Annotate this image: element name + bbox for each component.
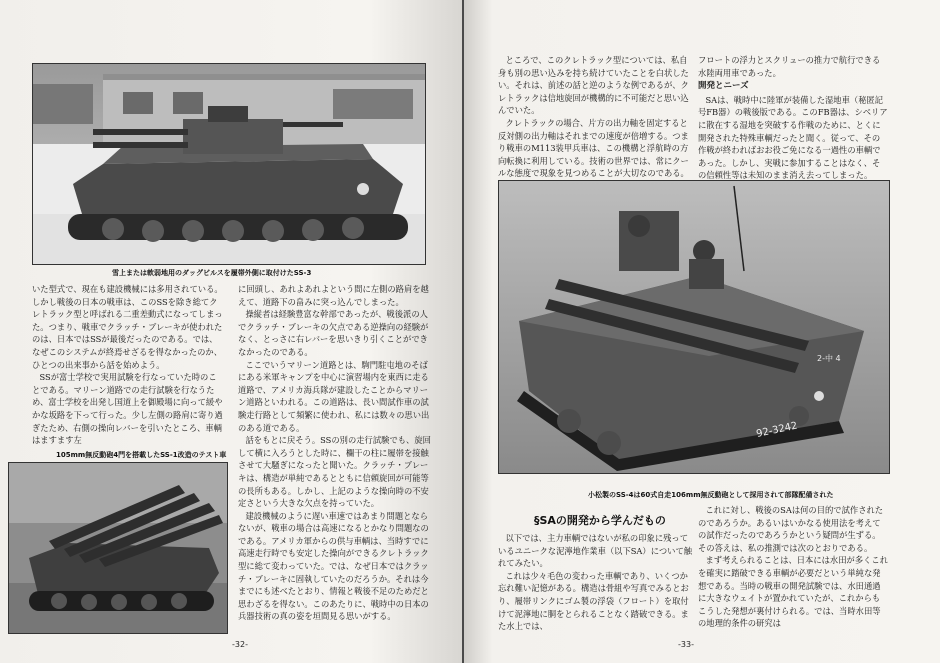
ss4-photo-caption: 小松製のSS-4は60式自走106mm無反動砲として採用されて部隊配備された <box>588 491 834 499</box>
paragraph: ここでいうマリーン道路とは、駒門駐屯地のそばにある米軍キャンプを中心に演習場内を東西に走る道路で、アメリカ海兵隊が建設したことからマリーン道路といわれる。この道路は、長い間試作車の試験走行路として頻繁に使われ、私には数々の思い出のある道である。 <box>238 359 430 433</box>
turret-marking: 2-中 4 <box>817 354 841 363</box>
subheading: 開発とニーズ <box>698 81 749 92</box>
section-heading: §SAの開発から学んだもの <box>534 514 666 527</box>
page-number-left: -32- <box>232 640 248 649</box>
paragraph: 話をもとに戻そう。SSの別の走行試験でも、旋回して横に入ろうとした時に、欄干の柱に履帯を接触させて大騒ぎになったと聞いた。クラッチ・ブレーキは、構造が単純であるとともに信頼旋回が可能等の長所もある。しかし、上記のような操向時の不安定さという大きな欠点を持っていた。 <box>238 435 431 509</box>
top-tank-photo <box>32 63 426 265</box>
right-top-column-2 <box>698 54 888 182</box>
right-top-column-1 <box>498 54 694 180</box>
paragraph: SSが富士学校で実用試験を行なっていた時のことである。マリーン道路での走行試験を行なうため、富士学校を出発し国道上を御殿場に向って緩やかな坂路を下って行った。少し左側の路肩に寄り過ぎたため、右側の操向レバーを引いたところ、車輌はますます左 <box>32 372 223 446</box>
left-column-2 <box>238 283 434 623</box>
left-page <box>0 0 462 663</box>
right-bottom-column-1 <box>498 532 694 633</box>
paragraph: に回頭し、あれよあれよという間に左側の路肩を越えて、道路下の畠みに突っ込んでしまった。 <box>238 284 429 307</box>
paragraph: これは少々毛色の変わった車輌であり、いくつか忘れ難い記憶がある。構造は骨組や写真でみるとおり、履帯リンクにゴム製の浮袋（フロート）を取付けて泥濘地に胴をとられることなく踏破できる。また水上では、 <box>498 570 689 632</box>
right-page <box>464 0 940 663</box>
top-photo-caption: 雪上または軟弱地用のダッグビルスを履帯外側に取付けたSS-3 <box>112 269 312 277</box>
right-bottom-column-2 <box>698 504 888 630</box>
paragraph: SAは、戦時中に陸軍が装備した湿地車（秘匿記号FB器）の戦後版である。このFB器は、シベリアに散在する湿地を突破する作戦のために、とくに開発された特殊車輌だったと聞く。従って、その作戦が終わればおお役ご免になる一過性の車輌であった。しかし、実戦に参加することはなく、その信頼性等は未知のまま消え去ってしまった。 <box>698 94 888 181</box>
paragraph: 以下では、主力車輌ではないが私の印象に残っているユニークな泥濘地作業車（以下SA）について触れてみたい。 <box>498 533 693 569</box>
page-number-right: -33- <box>678 640 694 649</box>
paragraph: まず考えられることは、日本には水田が多くこれを確実に踏破できる車輌が必要だという単純な発想である。当時の戦車の開発試験では、水田通過に大きなウェイトが置かれていたが、これからもこうした発想が裏付けられる。では、当時水田等の地理的条件の研究は <box>698 555 889 629</box>
ss4-tank-photo <box>498 180 890 474</box>
bottom-tank-photo <box>8 462 228 634</box>
paragraph: クレトラックの場合、片方の出力軸を固定すると反対側の出力軸はそれまでの速度が倍増する。つまり戦車のM113装甲兵車は、この機構と浮航時の方向転換に利用している。技術の世界では、常にクールな態度で現象を見つめることが大切なのである。 <box>498 117 689 179</box>
left-column-1 <box>32 283 224 447</box>
paragraph: ところで、このクレトラック型については、私自身も別の思い込みを持ち続けていたことを白状したい。それは、前述の話と逆のような例であるが、クレトラックは信地旋回が機構的に不可能だと思い込んでいた。 <box>498 55 689 116</box>
paragraph: フロートの浮力とスクリューの推力で航行できる水陸両用車であった。 <box>698 55 881 78</box>
paragraph: これに対し、戦後のSAは何の目的で試作されたのであろうか。あるいはいかなる使用法を考えての試作だったのであろうかという疑問が生ずる。その答えは、私の推測では次のとおりである。 <box>698 505 884 553</box>
bottom-photo-caption: 105mm無反動砲4門を搭載したSS-1改造のテスト車 <box>56 451 227 459</box>
paragraph: 建設機械のように遅い車速ではあまり問題とならないが、戦車の場合は高速になるとかなり問題なのである。アメリカ軍からの供与車輌は、当時すでに高速走行時でも安定した操向ができるクレトラック型に総て変わっていた。では、なぜ日本ではクラッチ・ブレーキに固執していたのだろうか。それは今までにも述べたとおり、情報と戦後不足のためだと思わざるを得ない。このあたりに、戦時中の日本の兵器技術の真の姿を垣間見る思いがする。 <box>238 510 429 622</box>
hull-marking: 92-3242 <box>755 420 799 440</box>
paragraph: 操縦者は経験豊富な幹部であったが、戦後派の人でクラッチ・ブレーキの欠点である逆操向の経験がなく、とっさに右レバーを思いきり引くことができなかったのである。 <box>238 309 429 357</box>
paragraph: いた型式で、現在も建設機械には多用されている。しかし戦後の日本の戦車は、このSSを除き総てクレトラック型と呼ばれる二重差動式になってしまった。つまり、戦車でクラッチ・ブレーキが使われたのは、日本ではSSが最後だったのである。では、なぜこのシステムが終焉せざるを得なかったのか、ひとつの出来事から話を始めよう。 <box>32 284 223 370</box>
